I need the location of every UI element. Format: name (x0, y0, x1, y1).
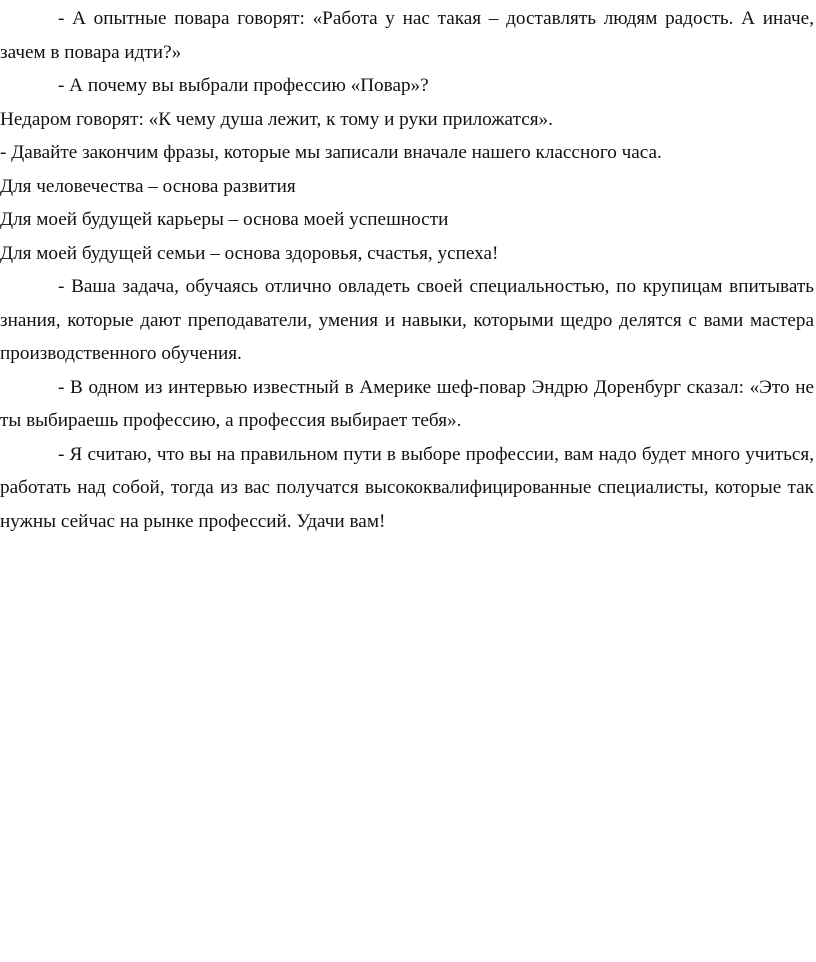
paragraph-your-task: - Ваша задача, обучаясь отлично овладеть своей специальностью, по крупицам впитывать знания, которые дают преподаватели, умения и навыки, которыми щедро делятся с вами мастера производственного обучения. (0, 276, 814, 364)
paragraph-proverb: Недаром говорят: «К чему душа лежит, к тому и руки приложатся». (0, 108, 553, 130)
phrase-humanity: Для человечества – основа развития (0, 175, 296, 197)
phrase-family: Для моей будущей семьи – основа здоровья, счастья, успеха! (0, 242, 499, 264)
phrase-career: Для моей будущей карьеры – основа моей успешности (0, 209, 449, 230)
paragraph-finish-phrases: - Давайте закончим фразы, которые мы записали вначале нашего классного часа. (0, 142, 662, 163)
paragraph-interview-quote: - В одном из интервью известный в Америке шеф-повар Эндрю Доренбург сказал: «Это не ты выбираешь профессию, а профессия выбирает тебя». (0, 376, 814, 431)
paragraph-why-cook-question: - А почему вы выбрали профессию «Повар»? (58, 75, 429, 96)
paragraph-conclusion: - Я считаю, что вы на правильном пути в выборе профессии, вам надо будет много учиться, работать над собой, тогда из вас получатся высококвалифицированные специалисты, которые так нужны сейчас на рынке профессий. Удачи вам! (0, 443, 814, 532)
paragraph-chefs-quote: - А опытные повара говорят: «Работа у нас такая – доставлять людям радость. А иначе, зачем в повара идти?» (0, 8, 814, 63)
